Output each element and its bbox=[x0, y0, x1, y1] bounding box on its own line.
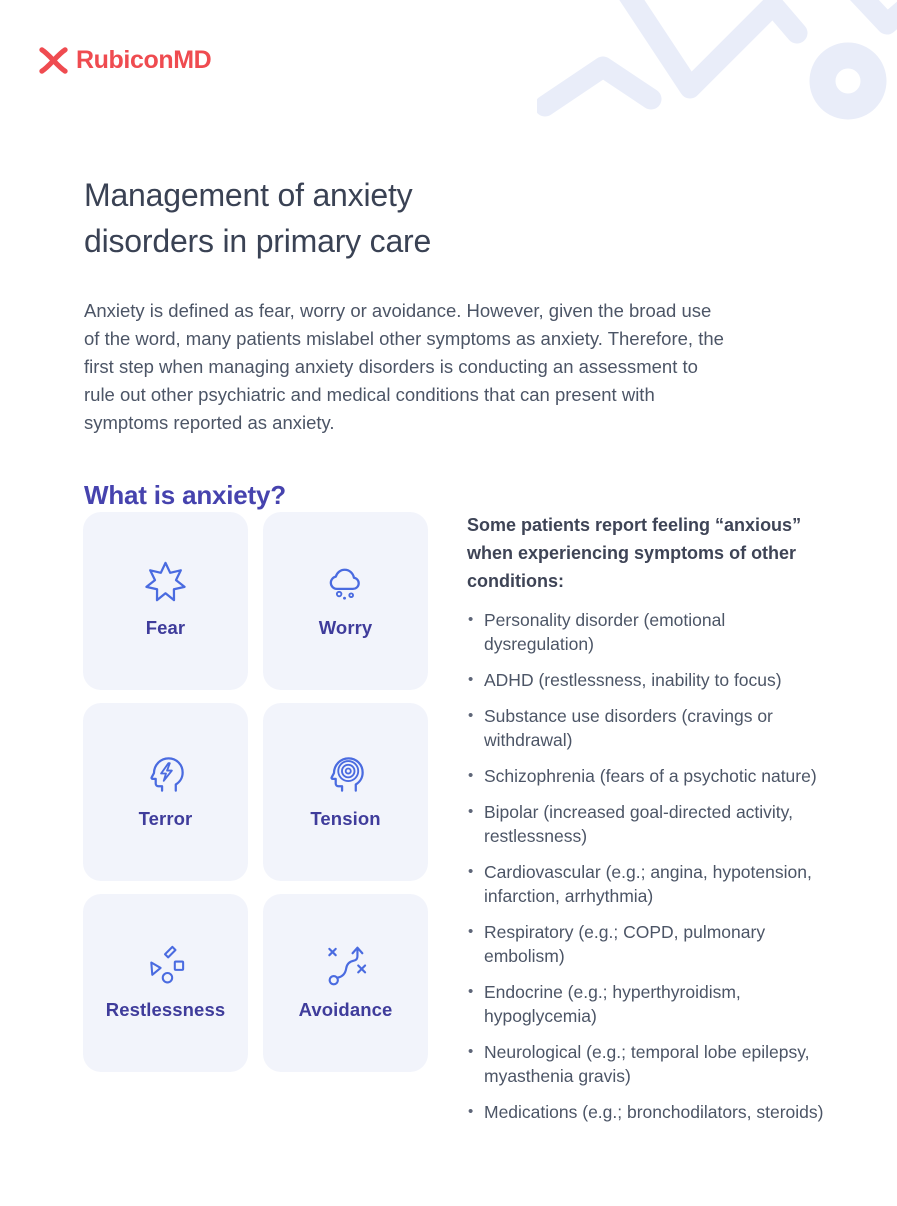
card-label: Restlessness bbox=[105, 999, 226, 1020]
section-heading: What is anxiety? bbox=[84, 479, 286, 510]
bullet-item: • Neurological (e.g.; temporal lobe epilepsy, myasthenia gravis) bbox=[467, 1040, 839, 1088]
strategy-path-icon bbox=[322, 940, 370, 988]
bullet-item: • Cardiovascular (e.g.; angina, hypotension, infarction, arrhythmia) bbox=[467, 860, 839, 908]
scattered-shapes-icon bbox=[142, 940, 190, 988]
rubiconmd-logo-text: RubiconMD bbox=[76, 46, 212, 74]
page-title bbox=[84, 172, 431, 264]
rubiconmd-logo-icon bbox=[37, 44, 70, 77]
bullet-item: • Substance use disorders (cravings or withdrawal) bbox=[467, 704, 839, 752]
cloud-drizzle-icon bbox=[322, 558, 370, 606]
page-title-line2: disorders in primary care bbox=[84, 223, 432, 259]
seven-point-star-icon bbox=[142, 558, 190, 606]
card-restlessness bbox=[83, 894, 248, 1072]
head-lightning-icon bbox=[142, 749, 190, 797]
card-tension bbox=[263, 703, 428, 881]
head-spiral-icon bbox=[322, 749, 370, 797]
page-title-line1: Management of anxiety bbox=[84, 177, 413, 213]
brand-squiggle-decoration bbox=[537, 0, 897, 150]
card-label: Tension bbox=[310, 808, 381, 829]
card-label: Terror bbox=[138, 808, 193, 829]
bullet-item: • Respiratory (e.g.; COPD, pulmonary embolism) bbox=[467, 920, 839, 968]
card-terror bbox=[83, 703, 248, 881]
anxiety-symptom-cards bbox=[83, 512, 428, 1072]
conditions-list bbox=[467, 608, 839, 1124]
bullet-item: • Endocrine (e.g.; hyperthyroidism, hypoglycemia) bbox=[467, 980, 839, 1028]
bullet-item: • Bipolar (increased goal-directed activity, restlessness) bbox=[467, 800, 839, 848]
card-fear bbox=[83, 512, 248, 690]
aside-heading: Some patients report feeling “anxious” when experiencing symptoms of other conditions: bbox=[467, 515, 802, 591]
bullet-item: • Personality disorder (emotional dysregulation) bbox=[467, 608, 839, 656]
card-worry bbox=[263, 512, 428, 690]
card-label: Fear bbox=[145, 617, 186, 638]
other-conditions-aside bbox=[467, 511, 839, 1136]
card-avoidance bbox=[263, 894, 428, 1072]
card-label: Avoidance bbox=[298, 999, 393, 1020]
intro-paragraph: Anxiety is defined as fear, worry or avoidance. However, given the broad use of the word, many patients mislabel other symptoms as anxiety. Therefore, the first step when managing anxiety disorders is conducting an assessment to rule out other psychiatric and medical conditions that can present with symptoms reported as anxiety. bbox=[84, 299, 724, 433]
card-label: Worry bbox=[318, 617, 373, 638]
bullet-item: • Medications (e.g.; bronchodilators, steroids) bbox=[467, 1100, 839, 1124]
rubiconmd-logo bbox=[37, 44, 211, 77]
bullet-item: • Schizophrenia (fears of a psychotic nature) bbox=[467, 764, 839, 788]
bullet-item: • ADHD (restlessness, inability to focus) bbox=[467, 668, 839, 692]
